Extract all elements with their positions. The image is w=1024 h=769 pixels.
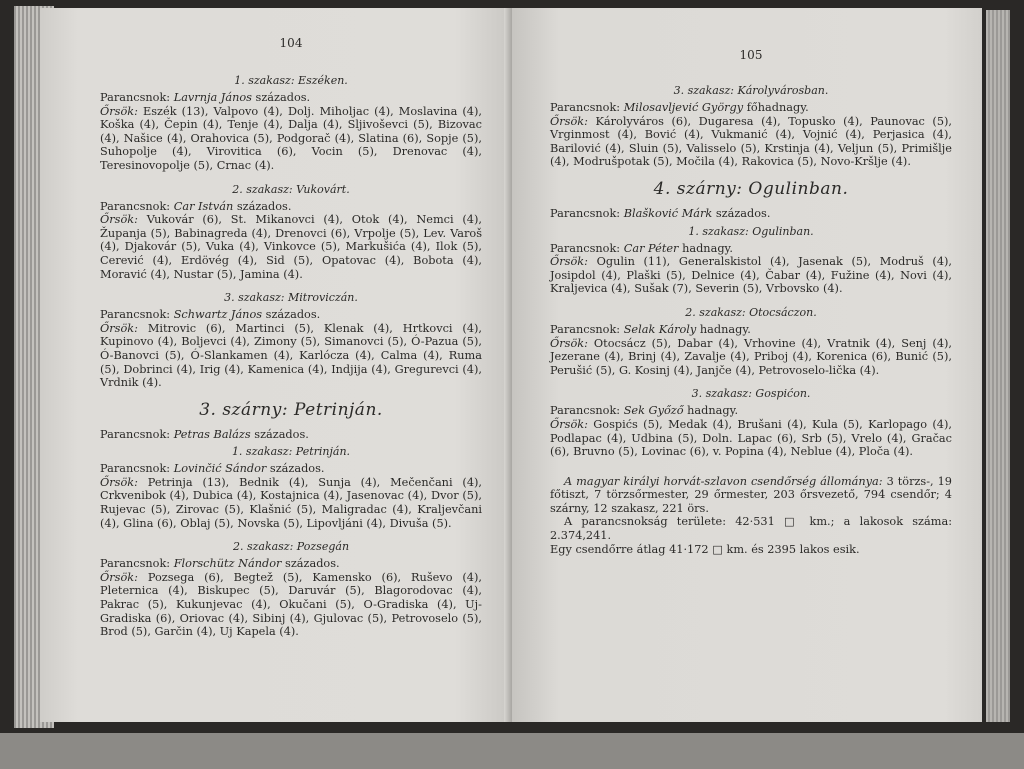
commander-label: Parancsnok: [100, 462, 171, 476]
stations-list: Vukovár (6), St. Mikanovci (4), Otok (4), Nemci (4), Županja (5), Babinagreda (4), Drenovci (6), Vrpolje (5), Lev. Varoš (4), Djakovár (5), Vuka (4), Vinkovce (5), Markušića (4), Ilok (5), Cerević (4), Erdövég (4), Sid (5), Opatovac (4), Bobota (4), Moravić (4), Nustar (5), Jamina (4). [100, 213, 482, 281]
summary-paragraph [550, 475, 952, 516]
stations-paragraph [100, 322, 482, 390]
right-page-content [550, 84, 952, 459]
stations-list: Mitrovic (6), Martinci (5), Klenak (4), Hrtkovci (4), Kupinovo (4), Boljevci (4), Zimony (5), Simanovci (5), Ó-Pazua (5), Ó-Banovci (5), Ó-Slankamen (4), Karlócza (4), Calma (4), Ruma (5), Dobrinci (4), Irig (4), Kamenica (4), Indjija (4), Gregurevci (4), Vrdnik (4). [100, 321, 483, 390]
stations-list: Eszék (13), Valpovo (4), Dolj. Miholjac (4), Moslavina (4), Koška (4), Čepin (4), Tenje (4), Dalja (4), Sljivoševci (5), Bizovac (4), Našice (4), Orahovica (5), Podgorač (4), Slatina (6), Sopje (5), Suhopolje (4), Virovitica (6), Vocin (5), Drenovac (4), Teresinovopolje (5), Crnac (4). [100, 104, 482, 172]
section-heading: 3. szakasz: Gospićon. [691, 387, 811, 401]
stations-paragraph [550, 418, 952, 459]
page-number: 105 [739, 48, 763, 62]
stations-paragraph [100, 571, 482, 639]
commander-label: Parancsnok: [100, 199, 171, 213]
commander-line [100, 200, 482, 214]
commander-line [100, 91, 482, 105]
commander-rank: főhadnagy. [746, 101, 809, 114]
page-number: 104 [279, 36, 303, 50]
summary-intro: A magyar királyi horvát-szlavon csendőrség állománya: [564, 474, 883, 488]
stations-label: Őrsök: [100, 570, 138, 584]
commander-rank: százados. [265, 308, 321, 322]
stations-paragraph [550, 337, 952, 378]
table-surface [0, 733, 1024, 769]
commander-line [550, 323, 952, 337]
commander-line [100, 308, 482, 322]
commander-rank: százados. [255, 91, 311, 104]
stations-label: Őrsök: [100, 213, 138, 227]
commander-rank: százados. [254, 427, 309, 441]
commander-rank: százados. [285, 557, 340, 571]
commander-label: Parancsnok: [550, 206, 621, 220]
book-edge-right [986, 10, 1010, 722]
stations-paragraph [550, 115, 952, 169]
commander-rank: százados. [269, 462, 325, 476]
stations-label: Őrsök: [550, 417, 588, 431]
commander-name: Florschütz Nándor [173, 557, 282, 571]
section-heading: 3. szakasz: Károlyvárosban. [673, 84, 829, 97]
section-heading: 2. szakasz: Vukovárt. [232, 182, 350, 196]
section-heading: 2. szakasz: Pozsegán [232, 540, 350, 554]
wing-heading: 4. szárny: Ogulinban. [653, 178, 849, 199]
commander-name: Lavrnja János [173, 91, 252, 104]
left-page [40, 8, 512, 722]
stations-label: Őrsök: [100, 475, 138, 489]
section-heading: 2. szakasz: Otocsáczon. [685, 305, 817, 319]
commander-label: Parancsnok: [100, 91, 171, 104]
stations-list: Petrinja (13), Bednik (4), Sunja (4), Mečenčani (4), Crkvenibok (4), Dubica (4), Kostajnica (4), Jasenovac (4), Dvor (5), Rujevac (5), Zirovac (5), Klašnić (5), Maligradac (4), Kraljevčani (4), Glina (6), Oblaj (5), Novska (5), Lipovljáni (4), Divuša (5). [100, 475, 483, 530]
summary-ratio: Egy csendőrre átlag 41·172 □ km. és 2395 lakos esik. [550, 542, 860, 556]
commander-name: Car István [173, 199, 234, 213]
stations-label: Őrsök: [550, 336, 588, 350]
commander-line [100, 462, 482, 476]
commander-name: Car Péter [623, 241, 679, 255]
right-page [512, 8, 982, 722]
commander-line [550, 242, 952, 256]
commander-rank: hadnagy. [687, 404, 739, 418]
commander-line [100, 557, 482, 571]
stations-paragraph [100, 105, 482, 173]
commander-name: Sek Győző [623, 404, 684, 418]
commander-name: Lovinčić Sándor [173, 462, 267, 476]
commander-label: Parancsnok: [100, 427, 171, 441]
stations-list: Gospićs (5), Medak (4), Brušani (4), Kula (5), Karlopago (4), Podlapac (4), Udbina (5), Doln. Lapac (6), Srb (5), Vrelo (4), Gračac (6), Bruvno (5), Lovinac (6), v. Popina (4), Neblue (4), Ploča (4). [550, 417, 952, 459]
stations-list: Pozsega (6), Begtež (5), Kamensko (6), Ruševo (4), Pleternica (4), Biskupec (5), Daruvár (5), Blagorodovac (4), Pakrac (5), Kukunjevac (4), Okučani (5), O-Gradiska (4), Uj-Gradiska (6), Oriovac (4), Sibinj (4), Gjulovac (5), Petrovoselo (5), Brod (5), Garčin (4), Uj Kapela (4). [100, 570, 482, 639]
section-heading: 1. szakasz: Ogulinban. [688, 224, 814, 238]
stations-label: Őrsök: [100, 104, 138, 118]
stations-label: Őrsök: [550, 255, 588, 269]
stations-list: Károlyváros (6), Dugaresa (4), Topusko (4), Paunovac (5), Vrginmost (4), Bović (4), Vukmanić (4), Vojnić (4), Perjasica (4), Barilović (4), Sluin (5), Valisselo (5), Krstinja (4), Veljun (5), Primišlje (4), Modrušpotak (5), Močila (4), Rakovica (5), Novo-Kršlje (4). [550, 114, 953, 169]
commander-rank: százados. [715, 206, 771, 220]
summary-area: A parancsnokság területe: 42·531 □ km.; a lakosok száma: 2.374,241. [550, 515, 952, 543]
commander-label: Parancsnok: [100, 308, 171, 322]
commander-line [550, 404, 952, 418]
commander-label: Parancsnok: [550, 404, 621, 418]
commander-name: Schwartz János [173, 308, 263, 322]
stations-label: Őrsök: [100, 321, 138, 335]
commander-rank: hadnagy. [682, 241, 734, 255]
section-heading: 1. szakasz: Eszéken. [234, 74, 348, 87]
commander-label: Parancsnok: [100, 557, 171, 571]
commander-label: Parancsnok: [550, 101, 621, 114]
left-page-content [100, 74, 482, 639]
stations-label: Őrsök: [550, 114, 588, 128]
commander-rank: hadnagy. [699, 322, 751, 336]
stations-list: Ogulin (11), Generalskistol (4), Jasenak (5), Modruš (4), Josipdol (4), Plaški (5), Delnice (4), Čabar (4), Fužine (4), Novi (4), Kraljevica (4), Sušak (7), Severin (5), Vrbovsko (4). [550, 255, 953, 296]
commander-label: Parancsnok: [550, 241, 621, 255]
commander-name: Blašković Márk [623, 206, 713, 220]
stations-paragraph [550, 255, 952, 296]
wing-heading: 3. szárny: Petrinján. [199, 399, 383, 420]
section-heading: 1. szakasz: Petrinján. [231, 445, 351, 459]
stations-paragraph [100, 476, 482, 530]
commander-label: Parancsnok: [550, 322, 621, 336]
section-heading: 3. szakasz: Mitroviczán. [224, 291, 358, 305]
commander-line [550, 207, 952, 221]
commander-name: Milosavljević György [623, 101, 744, 114]
commander-name: Petras Balázs [173, 427, 251, 441]
summary-text: 3 törzs-, 19 főtiszt, 7 törzsőrmester, 29 őrmester, 203 őrsvezető, 794 csendőr; 4 szárny, 12 szakasz, 221 örs. [550, 474, 952, 515]
commander-line [100, 428, 482, 442]
commander-line [550, 101, 952, 115]
commander-name: Selak Károly [623, 322, 697, 336]
commander-rank: százados. [236, 199, 292, 213]
stations-paragraph [100, 213, 482, 281]
stations-list: Otocsácz (5), Dabar (4), Vrhovine (4), Vratnik (4), Senj (4), Jezerane (4), Brinj (4), Zavalje (4), Priboj (4), Korenica (6), Bunić (5), Perušić (5), G. Kosinj (4), Janjče (4), Petrovoselo-lička (4). [550, 336, 953, 377]
